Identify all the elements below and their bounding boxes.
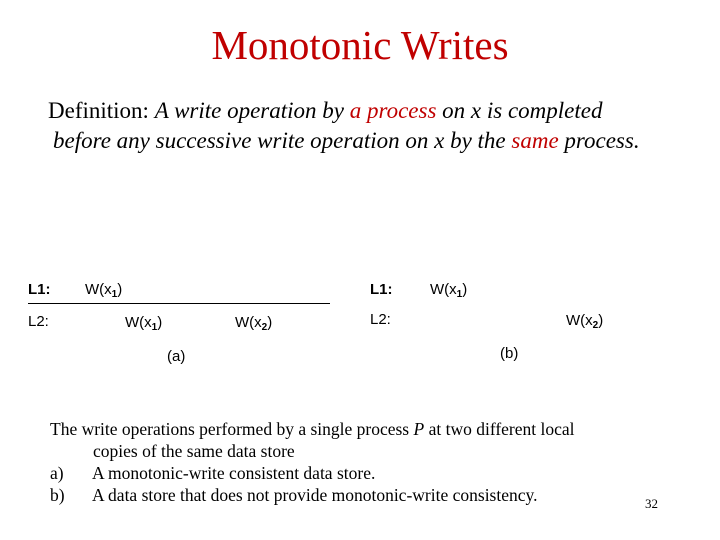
diagram-b-l2-write-x2: $W(x_2)$: [566, 312, 604, 331]
caption-item-b-marker: b): [50, 485, 65, 505]
definition-text: [48, 96, 708, 156]
diagram-b-l1-label: L1:: [370, 281, 393, 298]
caption-item-b: [50, 484, 690, 506]
highlight-same: same: [511, 128, 559, 153]
definition-line-1: [48, 96, 708, 126]
timeline-diagram: [0, 270, 720, 370]
slide-title: Monotonic Writes: [211, 22, 509, 68]
diagram-a-l1-write-x1: $W(x_1)$: [85, 281, 123, 300]
figure-caption: [50, 418, 690, 506]
caption-item-a-marker: a): [50, 463, 64, 483]
diagram-a-caption: (a): [167, 348, 186, 365]
definition-line-2: [48, 126, 708, 156]
caption-item-a: [50, 462, 690, 484]
highlight-a-process: a process: [349, 98, 437, 123]
definition-part-4: process.: [558, 128, 640, 153]
caption-line-2: copies of the same data store: [93, 441, 295, 461]
process-p: P: [413, 419, 425, 439]
definition-part-2: on x is completed: [436, 98, 603, 123]
definition-part-1: A write operation by: [154, 98, 350, 123]
diagram-b-l2-label: L2:: [370, 311, 391, 328]
definition-prefix: Definition:: [48, 98, 155, 123]
definition-part-3: before any successive write operation on x by the: [53, 128, 512, 153]
page-number: 32: [645, 496, 658, 511]
diagram-a-l2-label: L2:: [28, 313, 49, 330]
diagram-a-l1-label: L1:: [28, 281, 51, 298]
caption-item-b-text: A data store that does not provide monotonic-write consistency.: [92, 485, 538, 505]
diagram-b-l1-write-x1: $W(x_1)$: [430, 281, 468, 300]
caption-item-a-text: A monotonic-write consistent data store.: [92, 463, 376, 483]
diagram-a-divider: [28, 303, 330, 304]
diagram-a-l2-write-x1: $W(x_1)$: [125, 314, 163, 333]
caption-line-1: The write operations performed by a single process P at two different local: [50, 419, 575, 439]
diagram-b-caption: (b): [500, 345, 519, 362]
diagram-a-l2-write-x2: $W(x_2)$: [235, 314, 273, 333]
